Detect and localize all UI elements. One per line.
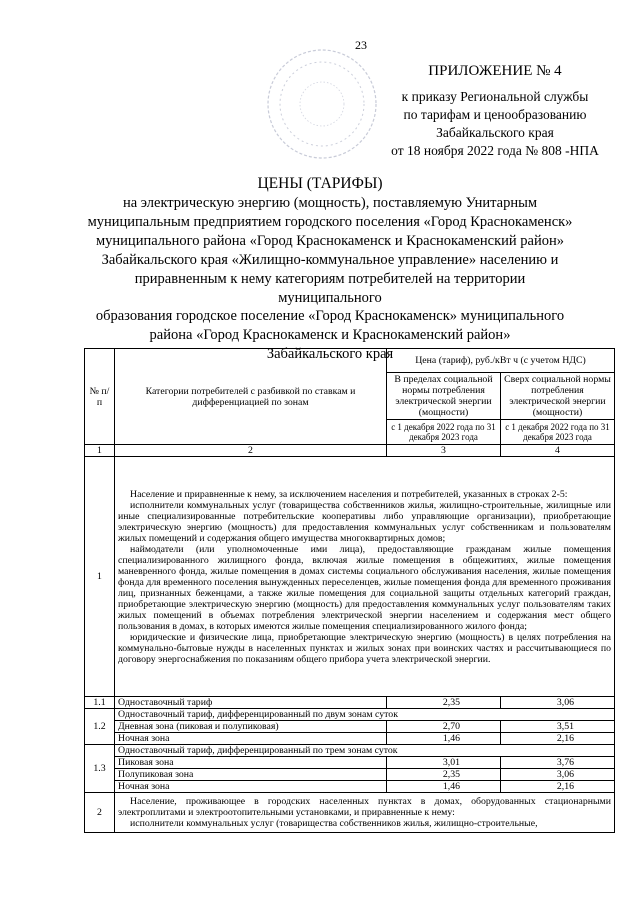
subtitle-line: Забайкальского края «Жилищно-коммунальное управление» населению и xyxy=(101,251,559,268)
appendix-title: ПРИЛОЖЕНИЕ № 4 xyxy=(428,63,562,79)
zone-above: 3,76 xyxy=(501,757,615,769)
section-1-paragraph: наймодатели (или уполномоченные ими лица), предоставляющие гражданам жилые помещения специализированного жилищного фонда, включая жилые помещения в общежитиях, жилые помещения маневренного фонда, жилые помещения в домах системы социального обслуживания населения, жилые помещения фонда для временного поселения вынужденных переселенцев, жилые помещения фонда для временного проживания лиц, признанных беженцами, а также жилые помещения для социальной защиты отдельных категорий граждан, приобретающие электрическую энергию (мощность) для предоставления коммунальных услуг пользователям таких жилых помещений в объемах потребления электрической энергии населением и содержания мест общего пользования в домах, в которых имеются жилые помещения специализированного жилого фонда; xyxy=(118,543,611,632)
row-1-3-title: Одноставочный тариф, дифференцированный по трем зонам суток xyxy=(115,745,615,757)
appendix-block xyxy=(375,62,615,160)
zone-within: 3,01 xyxy=(387,757,501,769)
header-period-within: с 1 декабря 2022 года по 31 декабря 2023 года xyxy=(387,420,501,445)
section-1-paragraph: юридические и физические лица, приобретающие электрическую энергию (мощность) в целях потребления на коммунально-бытовые нужды в населенных пунктах и жилых зонах при воинских частях и рассчитывающиеся по договору энергоснабжения по показаниям общего прибора учета электрической энергии. xyxy=(118,631,611,665)
header-above-norm: Сверх социальной нормы потребления электрической энергии (мощности) xyxy=(501,373,615,420)
zone-within: 1,46 xyxy=(387,781,501,793)
subtitle-line: Забайкальского края xyxy=(266,346,394,363)
header-period-above: с 1 декабря 2022 года по 31 декабря 2023 года xyxy=(501,420,615,445)
appendix-line: по тарифам и ценообразованию xyxy=(403,107,587,122)
row-1-1-above: 3,06 xyxy=(501,697,615,709)
section-2-num: 2 xyxy=(85,793,115,833)
zone-above: 3,06 xyxy=(501,769,615,781)
section-2-paragraph: Население, проживающее в городских населенных пунктах в домах, оборудованных стационарными электроплитами и электроотопительными установками, и приравненные к нему: xyxy=(118,796,611,818)
zone-label: Ночная зона xyxy=(115,733,387,745)
subtitle-line: приравненным к нему категориям потребителей на территории муниципального xyxy=(134,270,526,306)
tariff-table xyxy=(84,348,615,833)
section-2-description xyxy=(115,793,615,833)
col-number: 2 xyxy=(115,445,387,457)
section-1-paragraph: Население и приравненные к нему, за исключением населения и потребителей, указанных в строках 2-5: xyxy=(130,488,568,500)
header-category: Категории потребителей с разбивкой по ставкам и дифференциацией по зонам xyxy=(115,349,387,445)
subtitle-line: района «Город Краснокаменск и Краснокаменский район» xyxy=(149,327,511,344)
section-1-paragraph: исполнители коммунальных услуг (товарищества собственников жилья, жилищно-строительные, жилищные или иные специализированные потребительские кооперативы либо управляющие организации), приобретающие электрическую энергию (мощность) для предоставления коммунальных услуг собственникам и пользователям жилых помещений и содержания общего имущества многоквартирных домов; xyxy=(118,499,611,544)
row-1-1-num: 1.1 xyxy=(85,697,115,709)
subtitle-line: муниципального района «Город Краснокаменск и Краснокаменский район» xyxy=(95,232,564,249)
col-number: 4 xyxy=(501,445,615,457)
row-1-2-title: Одноставочный тариф, дифференцированный по двум зонам суток xyxy=(115,709,615,721)
col-number: 3 xyxy=(387,445,501,457)
round-seal-stamp xyxy=(262,44,382,164)
page-number: 23 xyxy=(355,38,367,52)
zone-above: 2,16 xyxy=(501,781,615,793)
section-1-description xyxy=(115,457,615,697)
zone-label: Ночная зона xyxy=(115,781,387,793)
zone-within: 2,35 xyxy=(387,769,501,781)
section-2-paragraph: исполнители коммунальных услуг (товарищества собственников жилья, жилищно-строительные, xyxy=(130,818,538,829)
zone-label: Полупиковая зона xyxy=(115,769,387,781)
zone-label: Дневная зона (пиковая и полупиковая) xyxy=(115,721,387,733)
zone-above: 3,51 xyxy=(501,721,615,733)
subtitle-line: образования городское поселение «Город Краснокаменск» муниципального xyxy=(95,308,565,325)
row-1-2-num: 1.2 xyxy=(85,709,115,745)
zone-above: 2,16 xyxy=(501,733,615,745)
header-within-norm: В пределах социальной нормы потребления электрической энергии (мощности) xyxy=(387,373,501,420)
row-1-3-num: 1.3 xyxy=(85,745,115,793)
row-1-1-label: Одноставочный тариф xyxy=(115,697,387,709)
zone-within: 2,70 xyxy=(387,721,501,733)
header-num: № п/п xyxy=(85,349,115,445)
zone-within: 1,46 xyxy=(387,733,501,745)
header-price: Цена (тариф), руб./кВт ч (с учетом НДС) xyxy=(387,349,615,373)
document-subtitle xyxy=(82,194,578,364)
row-1-1-within: 2,35 xyxy=(387,697,501,709)
subtitle-line: на электрическую энергию (мощность), поставляемую Унитарным xyxy=(122,195,537,211)
appendix-line: от 18 ноября 2022 года № 808 -НПА xyxy=(391,143,599,158)
zone-label: Пиковая зона xyxy=(115,757,387,769)
col-number: 1 xyxy=(85,445,115,457)
document-title: ЦЕНЫ (ТАРИФЫ) xyxy=(257,175,383,192)
appendix-line: к приказу Региональной службы xyxy=(401,89,589,104)
appendix-line: Забайкальского края xyxy=(436,125,554,140)
section-1-num: 1 xyxy=(85,457,115,697)
subtitle-line: муниципальным предприятием городского поселения «Город Краснокаменск» xyxy=(87,213,573,230)
